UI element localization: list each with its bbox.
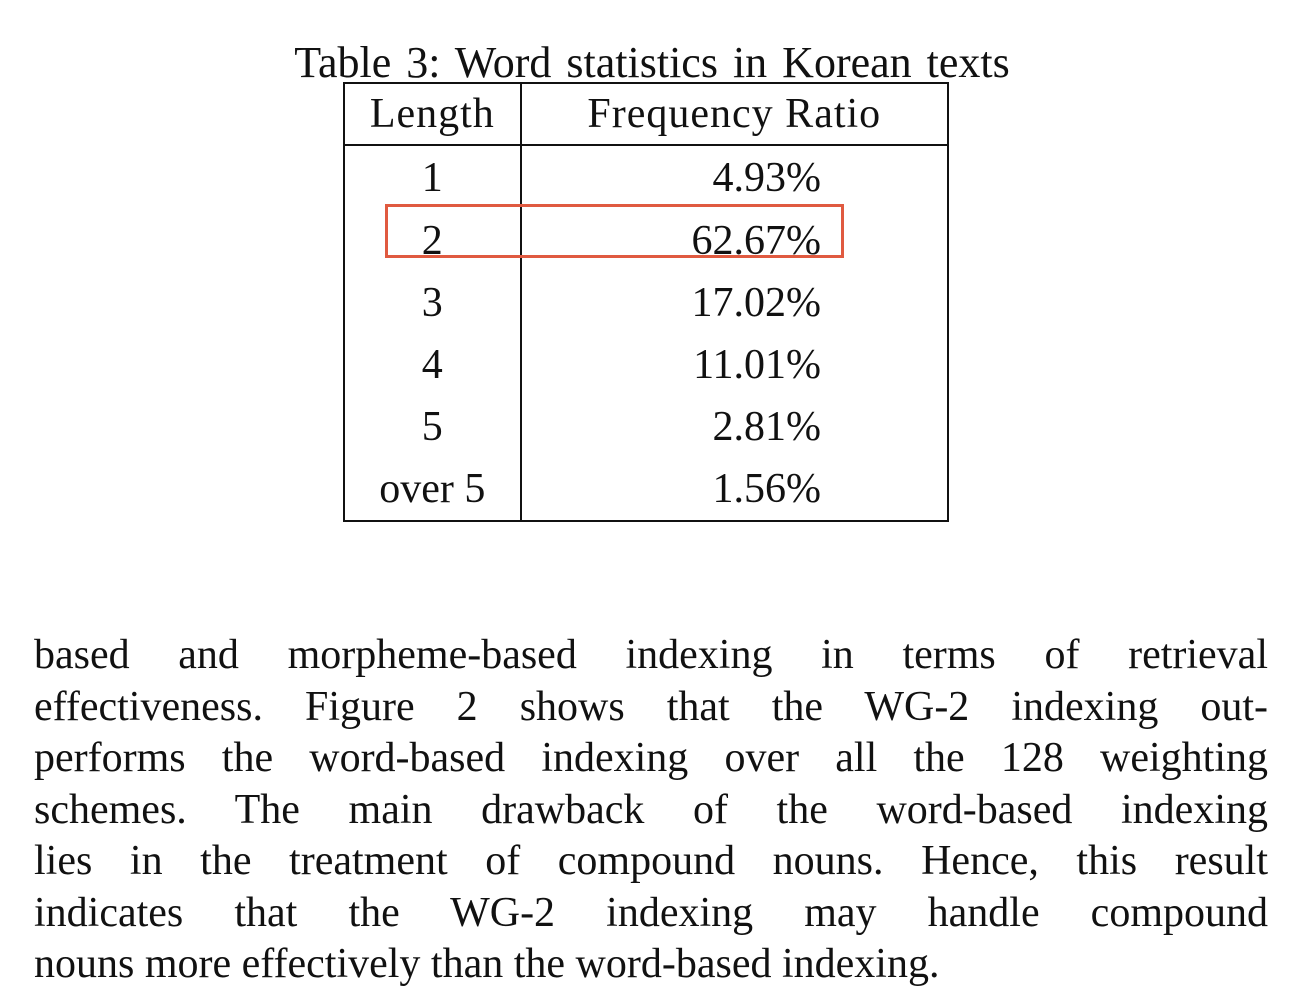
cell-ratio: 17.02% — [521, 272, 948, 334]
header-frequency-ratio: Frequency Ratio — [521, 83, 948, 145]
cell-length: 1 — [344, 145, 521, 210]
table-row — [344, 334, 948, 396]
paragraph-line: nouns more effectively than the word-based indexing. — [34, 941, 940, 987]
table-row — [344, 272, 948, 334]
paragraph-line: indicates that the WG-2 indexing may handle compound — [34, 889, 1268, 936]
cell-ratio: 11.01% — [521, 334, 948, 396]
cell-length: 5 — [344, 396, 521, 458]
row-highlight-box — [385, 204, 844, 258]
table-row — [344, 396, 948, 458]
paragraph-line: schemes. The main drawback of the word-based indexing — [34, 786, 1268, 833]
header-length: Length — [344, 83, 521, 145]
paragraph-line: effectiveness. Figure 2 shows that the WG-2 indexing out- — [34, 683, 1268, 730]
cell-ratio: 4.93% — [521, 145, 948, 210]
word-statistics-table-container — [343, 82, 949, 522]
cell-length: 4 — [344, 334, 521, 396]
cell-ratio: 2.81% — [521, 396, 948, 458]
table-caption: Table 3: Word statistics in Korean texts — [294, 38, 1010, 87]
cell-length: 3 — [344, 272, 521, 334]
table-header-row — [344, 83, 948, 145]
word-statistics-table — [343, 82, 949, 522]
body-paragraph — [34, 630, 1268, 991]
cell-length: 2 — [344, 210, 521, 272]
cell-ratio: 62.67% — [521, 210, 948, 272]
table-row — [344, 458, 948, 521]
cell-ratio: 1.56% — [521, 458, 948, 521]
paragraph-line: performs the word-based indexing over all the 128 weighting — [34, 735, 1268, 781]
paragraph-line: based and morpheme-based indexing in terms of retrieval — [34, 632, 1268, 678]
paragraph-line: lies in the treatment of compound nouns. Hence, this result — [34, 838, 1268, 884]
cell-length: over 5 — [344, 458, 521, 521]
table-row — [344, 145, 948, 210]
